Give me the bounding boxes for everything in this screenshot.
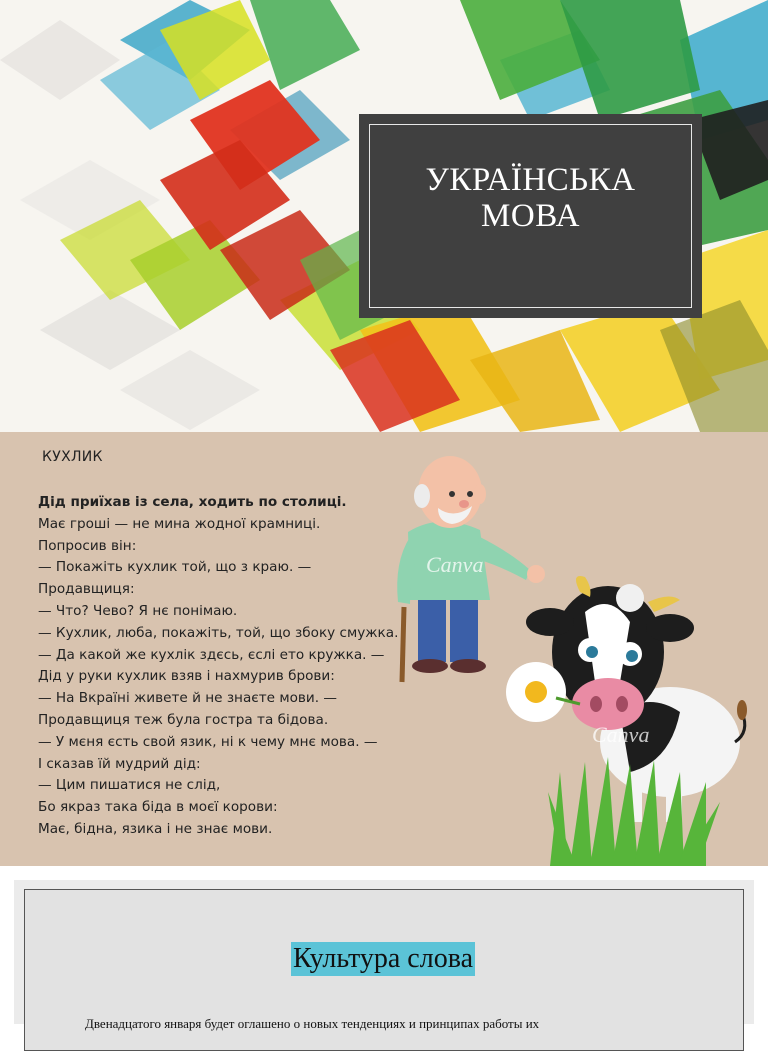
slide-title: Культура слова (293, 943, 473, 974)
poem-line: — У мєня єсть свой язик, ні к чему мнє мова. — (38, 733, 378, 750)
title-box (359, 114, 702, 318)
poem-text (38, 492, 438, 841)
slide-body-text: Двенадцатого января будет оглашено о новых тенденциях и принципах работы их (85, 1016, 540, 1031)
slide-frame (24, 889, 744, 1051)
poem-line: Дід приїхав із села, ходить по столиці. (38, 494, 347, 510)
poem-line: Має, бідна, язика і не знає мови. (38, 820, 273, 837)
poem-line: — Покажіть кухлик той, що з краю. — (38, 559, 312, 576)
poem-line: — Кухлик, люба, покажіть, той, що збоку смужка. (38, 624, 399, 641)
poem-title: КУХЛИК (42, 449, 103, 465)
poem-line: Бо якраз така біда в моєї корови: (38, 799, 278, 816)
poem-line: Має гроші — не мина жодної крамниці. (38, 515, 321, 532)
poem-line: Попросив він: (38, 537, 137, 554)
poem-slide (0, 432, 768, 866)
poem-line: — Что? Чево? Я нє понімаю. (38, 602, 238, 619)
title-slide (0, 0, 768, 432)
old-man-and-cow-illustration (380, 442, 768, 866)
title-line-1: УКРАЇНСЬКА (425, 162, 636, 198)
poem-line: Продавщиця: (38, 581, 135, 598)
watermark-text-1: Canva (426, 552, 484, 577)
slide-title (359, 162, 702, 234)
watermark-text-2: Canva (592, 722, 650, 747)
poem-line: — Цим пишатися не слід, (38, 777, 221, 794)
title-line-2: МОВА (481, 198, 580, 234)
poem-line: І сказав їй мудрий дід: (38, 755, 201, 772)
poem-line: — На Вкраїні живете й не знаєте мови. — (38, 690, 337, 707)
poem-line: — Да какой же кухлік здєсь, єслі ето кружка. — (38, 646, 385, 663)
culture-slide (14, 880, 754, 1031)
poem-line: Продавщиця теж була гостра та бідова. (38, 711, 329, 728)
poem-line: Дід у руки кухлик взяв і нахмурив брови: (38, 668, 335, 685)
